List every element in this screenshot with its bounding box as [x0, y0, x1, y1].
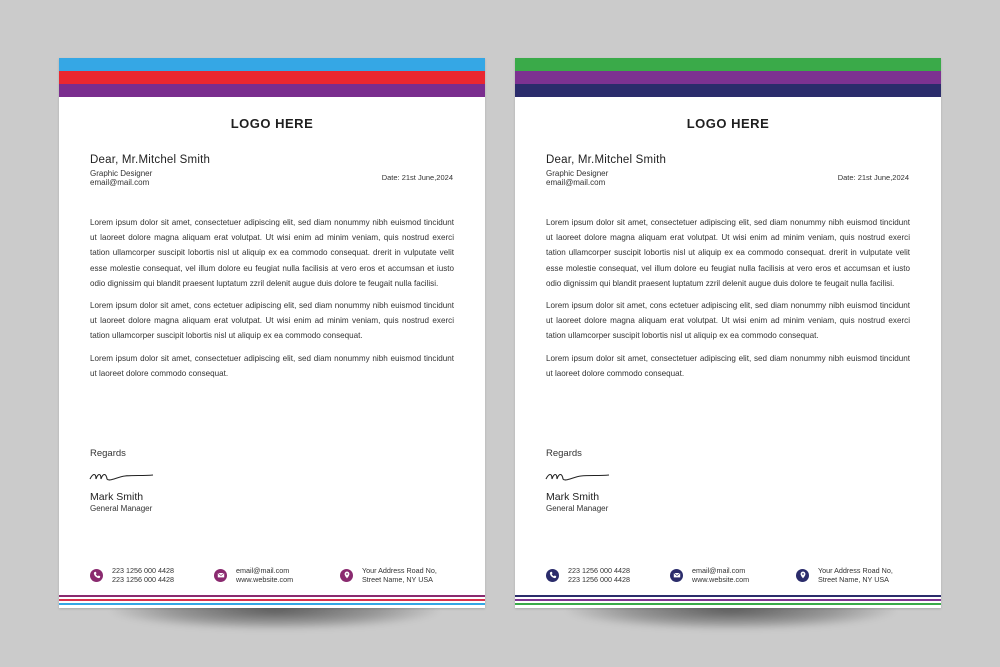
body-paragraph: Lorem ipsum dolor sit amet, consectetuer adipiscing elit, sed diam nonummy nibh euismod tincidunt ut laoreet dolore commodo consequat. — [90, 353, 454, 378]
regards-text: Regards — [90, 448, 126, 459]
phone-number: 223 1256 000 4428 — [112, 566, 174, 575]
contact-phone — [546, 566, 630, 584]
address-line: Street Name, NY USA — [362, 575, 433, 584]
recipient-email: email@mail.com — [90, 178, 150, 187]
contact-address — [340, 566, 437, 584]
header-stripe — [59, 58, 485, 71]
header-stripe — [59, 84, 485, 97]
phone-number: 223 1256 000 4428 — [568, 575, 630, 584]
phone-number: 223 1256 000 4428 — [112, 575, 174, 584]
logo-placeholder: LOGO HERE — [686, 116, 770, 131]
body-paragraph: Lorem ipsum dolor sit amet, consectetuer adipiscing elit, sed diam nonummy nibh euismod tincidunt ut laoreet dolore magna aliquam erat volutpat. Ut wisi enim ad minim veniam, quis nostrud exerci tation ullamcorper suscipit lobortis nisl ut aliquip ex ea commodo consequat. drerit in vulputate velit esse molestie consequat, vel illum dolore eu feugiat nulla facilisis at vero eros et accumsan et iusto odio dignissim qui blandit praesent luptatum zzril delenit augue duis dolore te feugait nulla facilisi. — [546, 218, 910, 288]
header-stripe — [515, 71, 941, 84]
footer-lines — [59, 595, 485, 607]
phone-icon — [90, 569, 103, 582]
contact-phone — [90, 566, 174, 584]
footer-lines — [515, 595, 941, 607]
location-pin-icon — [340, 569, 353, 582]
location-pin-icon — [796, 569, 809, 582]
footer-line — [515, 603, 941, 605]
header-stripes — [515, 58, 941, 97]
contact-email-address: email@mail.com — [236, 566, 290, 575]
letter-body — [546, 215, 910, 388]
footer-line — [59, 603, 485, 605]
recipient-title: Graphic Designer — [90, 169, 153, 178]
recipient-name: Dear, Mr.Mitchel Smith — [546, 154, 667, 166]
letter-body — [90, 215, 454, 388]
signer-name: Mark Smith — [90, 491, 144, 503]
body-paragraph: Lorem ipsum dolor sit amet, cons ectetuer adipiscing elit, sed diam nonummy nibh euismod tincidunt ut laoreet dolore magna aliquam erat volutpat. Ut wisi enim ad minim veniam, quis nostrud exerci tation ullamcorper suscipit lobortis nisl ut aliquip ex ea commodo consequat. — [90, 301, 454, 341]
signer-title: General Manager — [546, 504, 609, 513]
contact-address — [796, 566, 893, 584]
contact-website: www.website.com — [692, 575, 750, 584]
letterhead-right — [515, 58, 941, 608]
address-line: Your Address Road No, — [818, 566, 893, 575]
footer-line — [515, 595, 941, 597]
signer-name: Mark Smith — [546, 491, 600, 503]
recipient-title: Graphic Designer — [546, 169, 609, 178]
recipient-name: Dear, Mr.Mitchel Smith — [90, 154, 211, 166]
recipient-email: email@mail.com — [546, 178, 606, 187]
letter-date: Date: 21st June,2024 — [381, 173, 453, 182]
header-stripe — [59, 71, 485, 84]
letter-date: Date: 21st June,2024 — [837, 173, 909, 182]
address-line: Street Name, NY USA — [818, 575, 889, 584]
logo-placeholder: LOGO HERE — [230, 116, 314, 131]
footer-line — [59, 595, 485, 597]
letterhead-left — [59, 58, 485, 608]
footer-line — [515, 599, 941, 601]
mail-icon — [670, 569, 683, 582]
body-paragraph: Lorem ipsum dolor sit amet, consectetuer adipiscing elit, sed diam nonummy nibh euismod tincidunt ut laoreet dolore magna aliquam erat volutpat. Ut wisi enim ad minim veniam, quis nostrud exerci tation ullamcorper suscipit lobortis nisl ut aliquip ex ea commodo consequat. drerit in vulputate velit esse molestie consequat, vel illum dolore eu feugiat nulla facilisis at vero eros et accumsan et iusto odio dignissim qui blandit praesent luptatum zzril delenit augue duis dolore te feugait nulla facilisi. — [90, 218, 454, 288]
contact-email-address: email@mail.com — [692, 566, 746, 575]
body-paragraph: Lorem ipsum dolor sit amet, cons ectetuer adipiscing elit, sed diam nonummy nibh euismod tincidunt ut laoreet dolore magna aliquam erat volutpat. Ut wisi enim ad minim veniam, quis nostrud exerci tation ullamcorper suscipit lobortis nisl ut aliquip ex ea commodo consequat. — [546, 301, 910, 341]
contact-website: www.website.com — [236, 575, 294, 584]
recipient-block — [546, 154, 666, 187]
header-stripe — [515, 84, 941, 97]
contact-email — [214, 566, 293, 584]
signer-block — [546, 491, 608, 513]
contact-email — [670, 566, 749, 584]
signer-title: General Manager — [90, 504, 153, 513]
mail-icon — [214, 569, 227, 582]
header-stripes — [59, 58, 485, 97]
phone-number: 223 1256 000 4428 — [568, 566, 630, 575]
signature-icon — [87, 465, 157, 487]
signature-icon — [543, 465, 613, 487]
recipient-block — [90, 154, 210, 187]
signer-block — [90, 491, 152, 513]
phone-icon — [546, 569, 559, 582]
footer-line — [59, 599, 485, 601]
address-line: Your Address Road No, — [362, 566, 437, 575]
regards-text: Regards — [546, 448, 582, 459]
body-paragraph: Lorem ipsum dolor sit amet, consectetuer adipiscing elit, sed diam nonummy nibh euismod tincidunt ut laoreet dolore commodo consequat. — [546, 353, 910, 378]
header-stripe — [515, 58, 941, 71]
